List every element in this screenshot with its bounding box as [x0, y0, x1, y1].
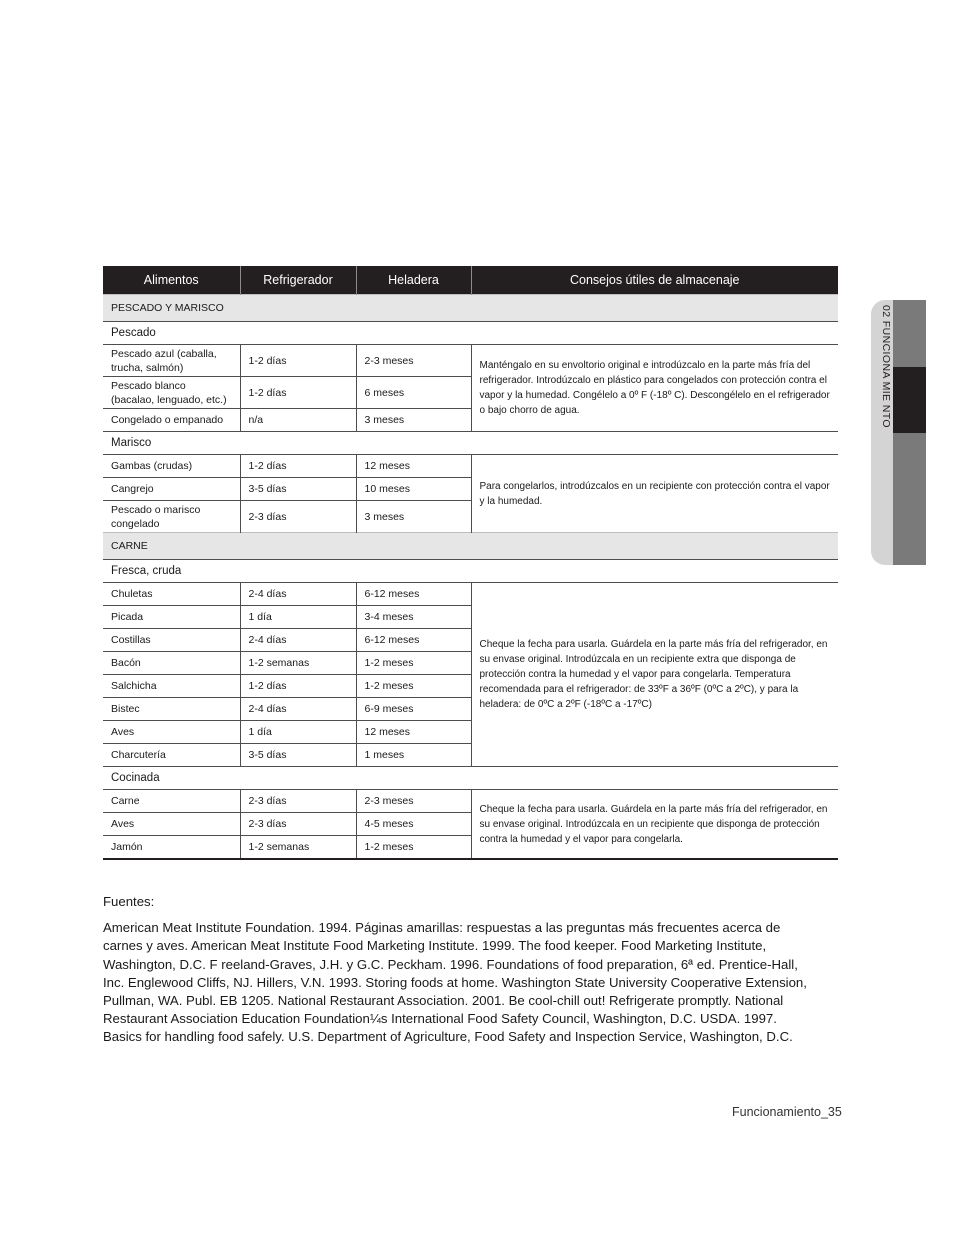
freezer-cell: 1-2 meses: [356, 836, 471, 860]
storage-table: [103, 266, 838, 860]
freezer-cell: 6 meses: [356, 377, 471, 409]
group-row: [103, 767, 838, 790]
food-cell: Bistec: [103, 698, 240, 721]
freezer-cell: 12 meses: [356, 455, 471, 478]
food-cell: Gambas (crudas): [103, 455, 240, 478]
freezer-cell: 12 meses: [356, 721, 471, 744]
freezer-cell: 1-2 meses: [356, 675, 471, 698]
freezer-cell: 6-9 meses: [356, 698, 471, 721]
fridge-cell: 1-2 días: [240, 345, 356, 377]
tip-cell: Para congelarlos, introdúzcalos en un recipiente con protección contra el vapor y la humedad.: [471, 455, 838, 533]
fridge-cell: 3-5 días: [240, 478, 356, 501]
food-cell: Pescado blanco (bacalao, lenguado, etc.): [103, 377, 240, 409]
freezer-cell: 1 meses: [356, 744, 471, 767]
section-row: [103, 295, 838, 322]
chapter-tab-marker: [893, 367, 926, 433]
group-title: Pescado: [103, 322, 838, 345]
fridge-cell: 2-3 días: [240, 790, 356, 813]
food-cell: Salchicha: [103, 675, 240, 698]
food-cell: Costillas: [103, 629, 240, 652]
sources-text: American Meat Institute Foundation. 1994. Páginas amarillas: respuestas a las preguntas más frecuentes acerca de carnes y aves. American Meat Institute Food Marketing Institute. 1999. The food keeper. Food Marketing Institute, Washington, D.C. F reeland-Graves, J.H. y G.C. Peckham. 1996. Foundations of food preparation, 6ª ed. Prentice-Hall, Inc. Englewood Cliffs, NJ. Hillers, V.N. 1993. Storing foods at home. Washington State University Cooperative Extension, Pullman, WA. Publ. EB 1205. National Restaurant Association. 2001. Be cool-chill out! Refrigerate promptly. National Restaurant Association Education Foundation¼s International Food Safety Council, Washington, D.C. USDA. 1997. Basics for handling food safely. U.S. Department of Agriculture, Food Safety and Inspection Service, Washington, D.C.: [103, 920, 807, 1045]
fridge-cell: 1 día: [240, 606, 356, 629]
group-title: Marisco: [103, 432, 838, 455]
food-cell: Congelado o empanado: [103, 409, 240, 432]
food-cell: Charcutería: [103, 744, 240, 767]
freezer-cell: 10 meses: [356, 478, 471, 501]
fridge-cell: 1-2 días: [240, 455, 356, 478]
food-cell: Aves: [103, 721, 240, 744]
table-row: [103, 790, 838, 813]
fridge-cell: 2-3 días: [240, 501, 356, 533]
fridge-cell: 2-4 días: [240, 629, 356, 652]
tip-cell: Cheque la fecha para usarla. Guárdela en la parte más fría del refrigerador, en su envase original. Introdúzcala en un recipiente que disponga de protección contra la humedad y el vapor para congelarla.: [471, 790, 838, 860]
header-food: Alimentos: [103, 266, 240, 295]
sources-heading: Fuentes:: [103, 894, 155, 909]
food-cell: Cangrejo: [103, 478, 240, 501]
fridge-cell: 1-2 semanas: [240, 836, 356, 860]
tip-cell: Manténgalo en su envoltorio original e introdúzcalo en la parte más fría del refrigerador. Introdúzcalo en plástico para congelados con protección contra el vapor y la humedad. Congélelo a 0º F (-18º C). Descongélelo en el refrigerador o bajo chorro de agua.: [471, 345, 838, 432]
freezer-cell: 3-4 meses: [356, 606, 471, 629]
food-cell: Jamón: [103, 836, 240, 860]
freezer-cell: 3 meses: [356, 501, 471, 533]
freezer-cell: 1-2 meses: [356, 652, 471, 675]
food-cell: Chuletas: [103, 583, 240, 606]
group-row: [103, 432, 838, 455]
food-cell: Bacón: [103, 652, 240, 675]
table-row: [103, 583, 838, 606]
page-number: Funcionamiento_35: [732, 1105, 842, 1119]
freezer-cell: 2-3 meses: [356, 345, 471, 377]
section-row: [103, 533, 838, 560]
group-title: Fresca, cruda: [103, 560, 838, 583]
fridge-cell: 2-4 días: [240, 698, 356, 721]
section-title: PESCADO Y MARISCO: [103, 295, 838, 322]
sources-block: [103, 893, 813, 1047]
freezer-cell: 4-5 meses: [356, 813, 471, 836]
group-row: [103, 322, 838, 345]
header-refrigerator: Refrigerador: [240, 266, 356, 295]
food-cell: Carne: [103, 790, 240, 813]
fridge-cell: 2-3 días: [240, 813, 356, 836]
table-header-row: [103, 266, 838, 295]
freezer-cell: 2-3 meses: [356, 790, 471, 813]
fridge-cell: 1-2 semanas: [240, 652, 356, 675]
group-row: [103, 560, 838, 583]
freezer-cell: 6-12 meses: [356, 583, 471, 606]
chapter-tab-label: 02 FUNCIONA MIE NTO: [880, 305, 892, 428]
food-cell: Aves: [103, 813, 240, 836]
food-cell: Picada: [103, 606, 240, 629]
group-title: Cocinada: [103, 767, 838, 790]
tip-cell: Cheque la fecha para usarla. Guárdela en la parte más fría del refrigerador, en su envase original. Introdúzcala en un recipiente extra que disponga de protección contra la humedad y el vapor para congelarla. Temperatura recomendada para el refrigerador: de 33ºF a 36ºF (0ºC a 2ºC), y para la heladera: de 0ºC a 2ºF (-18ºC a -17ºC): [471, 583, 838, 767]
fridge-cell: 1 día: [240, 721, 356, 744]
table-row: [103, 345, 838, 377]
header-tips: Consejos útiles de almacenaje: [471, 266, 838, 295]
fridge-cell: n/a: [240, 409, 356, 432]
section-title: CARNE: [103, 533, 838, 560]
fridge-cell: 3-5 días: [240, 744, 356, 767]
fridge-cell: 2-4 días: [240, 583, 356, 606]
fridge-cell: 1-2 días: [240, 675, 356, 698]
freezer-cell: 6-12 meses: [356, 629, 471, 652]
food-cell: Pescado azul (caballa, trucha, salmón): [103, 345, 240, 377]
header-freezer: Heladera: [356, 266, 471, 295]
food-cell: Pescado o marisco congelado: [103, 501, 240, 533]
fridge-cell: 1-2 días: [240, 377, 356, 409]
freezer-cell: 3 meses: [356, 409, 471, 432]
table-row: [103, 455, 838, 478]
